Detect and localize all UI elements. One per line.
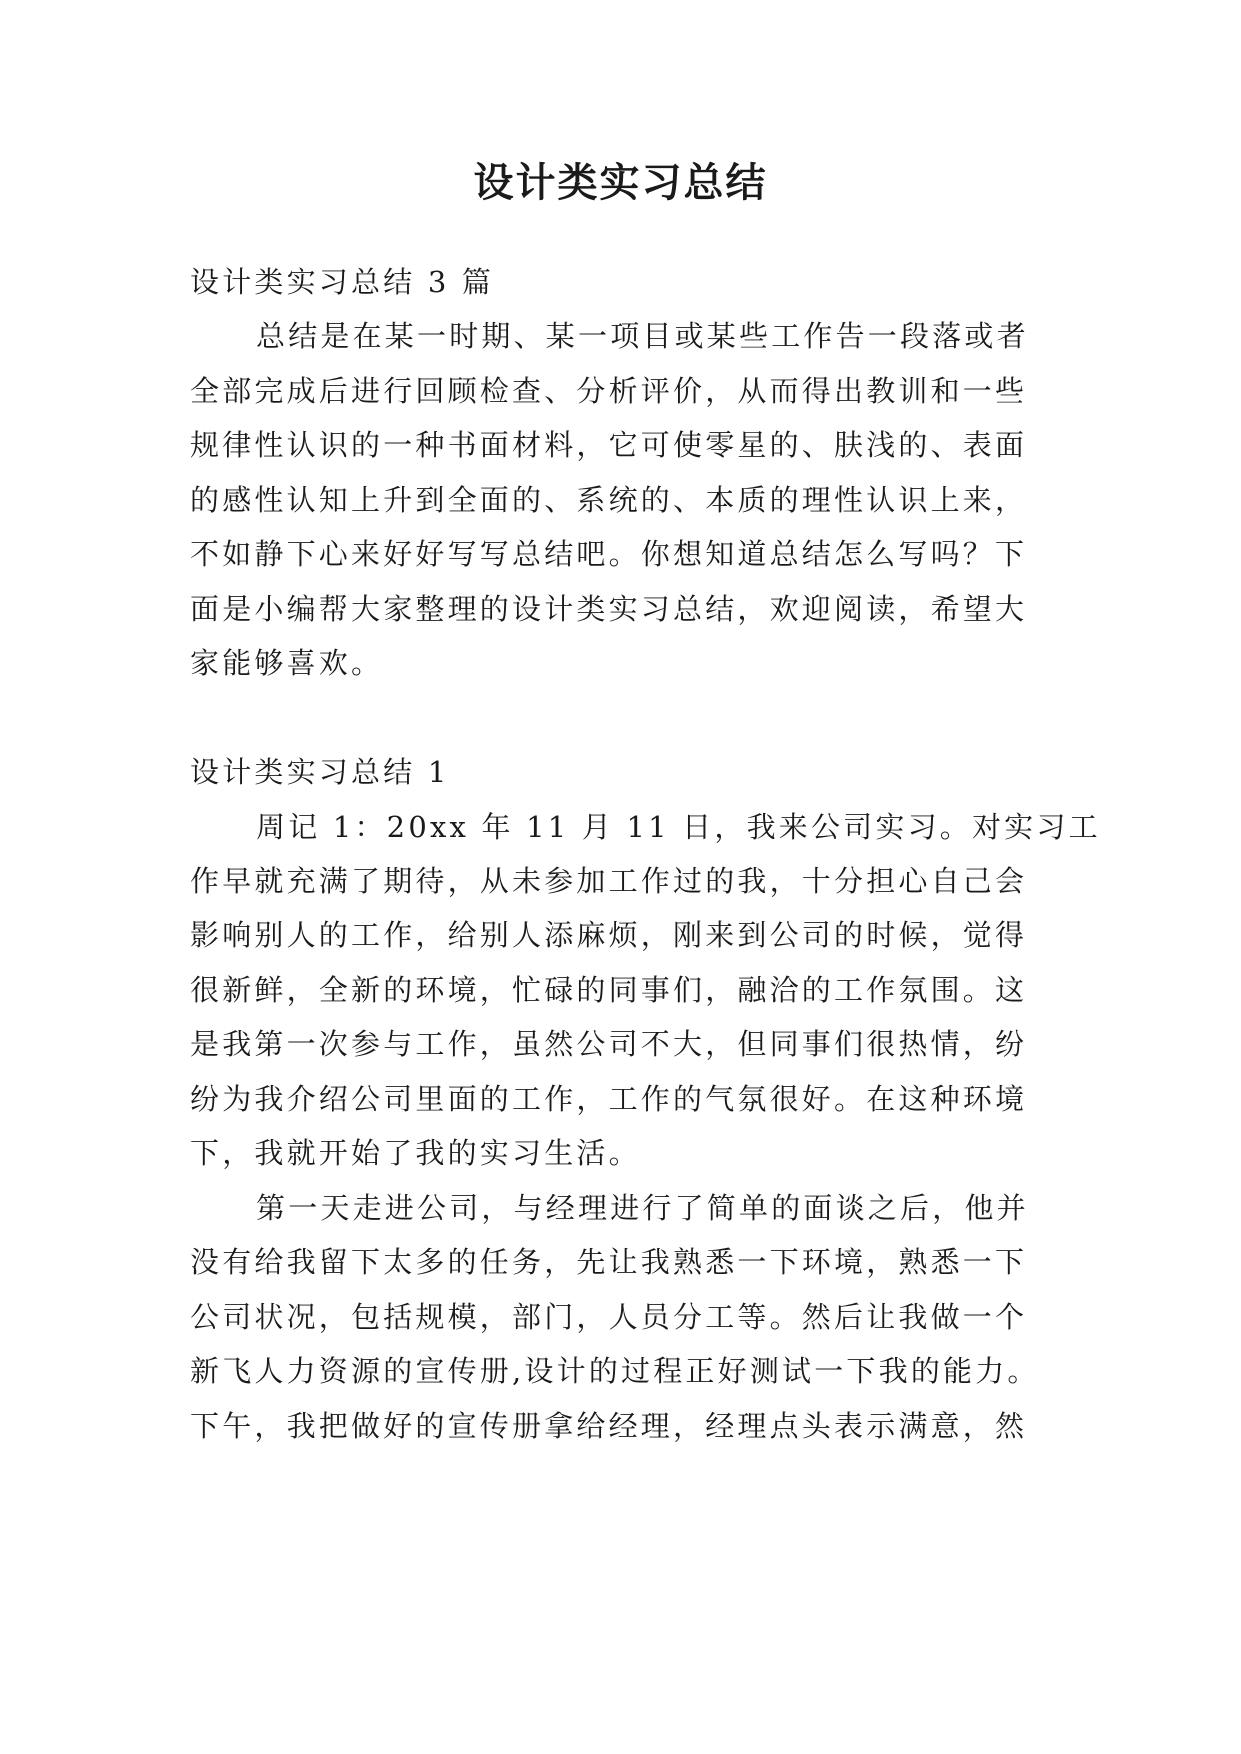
intro-line: 总结是在某一时期、某一项目或某些工作告一段落或者 [256, 319, 1029, 353]
paragraph-line: 下，我就开始了我的实习生活。 [190, 1136, 641, 1170]
intro-line: 全部完成后进行回顾检查、分析评价，从而得出教训和一些 [190, 374, 1028, 408]
paragraph-line: 新飞人力资源的宣传册,设计的过程正好测试一下我的能力。 [190, 1354, 1040, 1388]
intro-heading: 设计类实习总结 3 篇 [190, 265, 495, 299]
intro-line: 家能够喜欢。 [190, 646, 384, 680]
intro-line: 的感性认知上升到全面的、系统的、本质的理性认识上来， [190, 483, 1028, 517]
intro-line: 规律性认识的一种书面材料，它可使零星的、肤浅的、表面 [190, 428, 1028, 462]
paragraph-line: 公司状况，包括规模，部门，人员分工等。然后让我做一个 [190, 1300, 1028, 1334]
document-title: 设计类实习总结 [473, 160, 768, 206]
paragraph-line: 下午，我把做好的宣传册拿给经理，经理点头表示满意，然 [190, 1409, 1028, 1443]
paragraph-line: 作早就充满了期待，从未参加工作过的我，十分担心自己会 [190, 864, 1028, 898]
paragraph-line: 影响别人的工作，给别人添麻烦，刚来到公司的时候，觉得 [190, 918, 1028, 952]
paragraph-line: 没有给我留下太多的任务，先让我熟悉一下环境，熟悉一下 [190, 1245, 1028, 1279]
paragraph-line: 周记 1：20xx 年 11 月 11 日，我来公司实习。对实习工 [256, 810, 1101, 844]
paragraph-line: 是我第一次参与工作，虽然公司不大，但同事们很热情，纷 [190, 1027, 1028, 1061]
paragraph-line: 纷为我介绍公司里面的工作，工作的气氛很好。在这种环境 [190, 1082, 1028, 1116]
paragraph-line: 很新鲜，全新的环境，忙碌的同事们，融洽的工作氛围。这 [190, 973, 1028, 1007]
intro-line: 面是小编帮大家整理的设计类实习总结，欢迎阅读，希望大 [190, 592, 1028, 626]
paragraph-line: 第一天走进公司，与经理进行了简单的面谈之后，他并 [256, 1191, 1029, 1225]
section-heading: 设计类实习总结 1 [190, 755, 450, 789]
intro-line: 不如静下心来好好写写总结吧。你想知道总结怎么写吗？下 [190, 537, 1028, 571]
